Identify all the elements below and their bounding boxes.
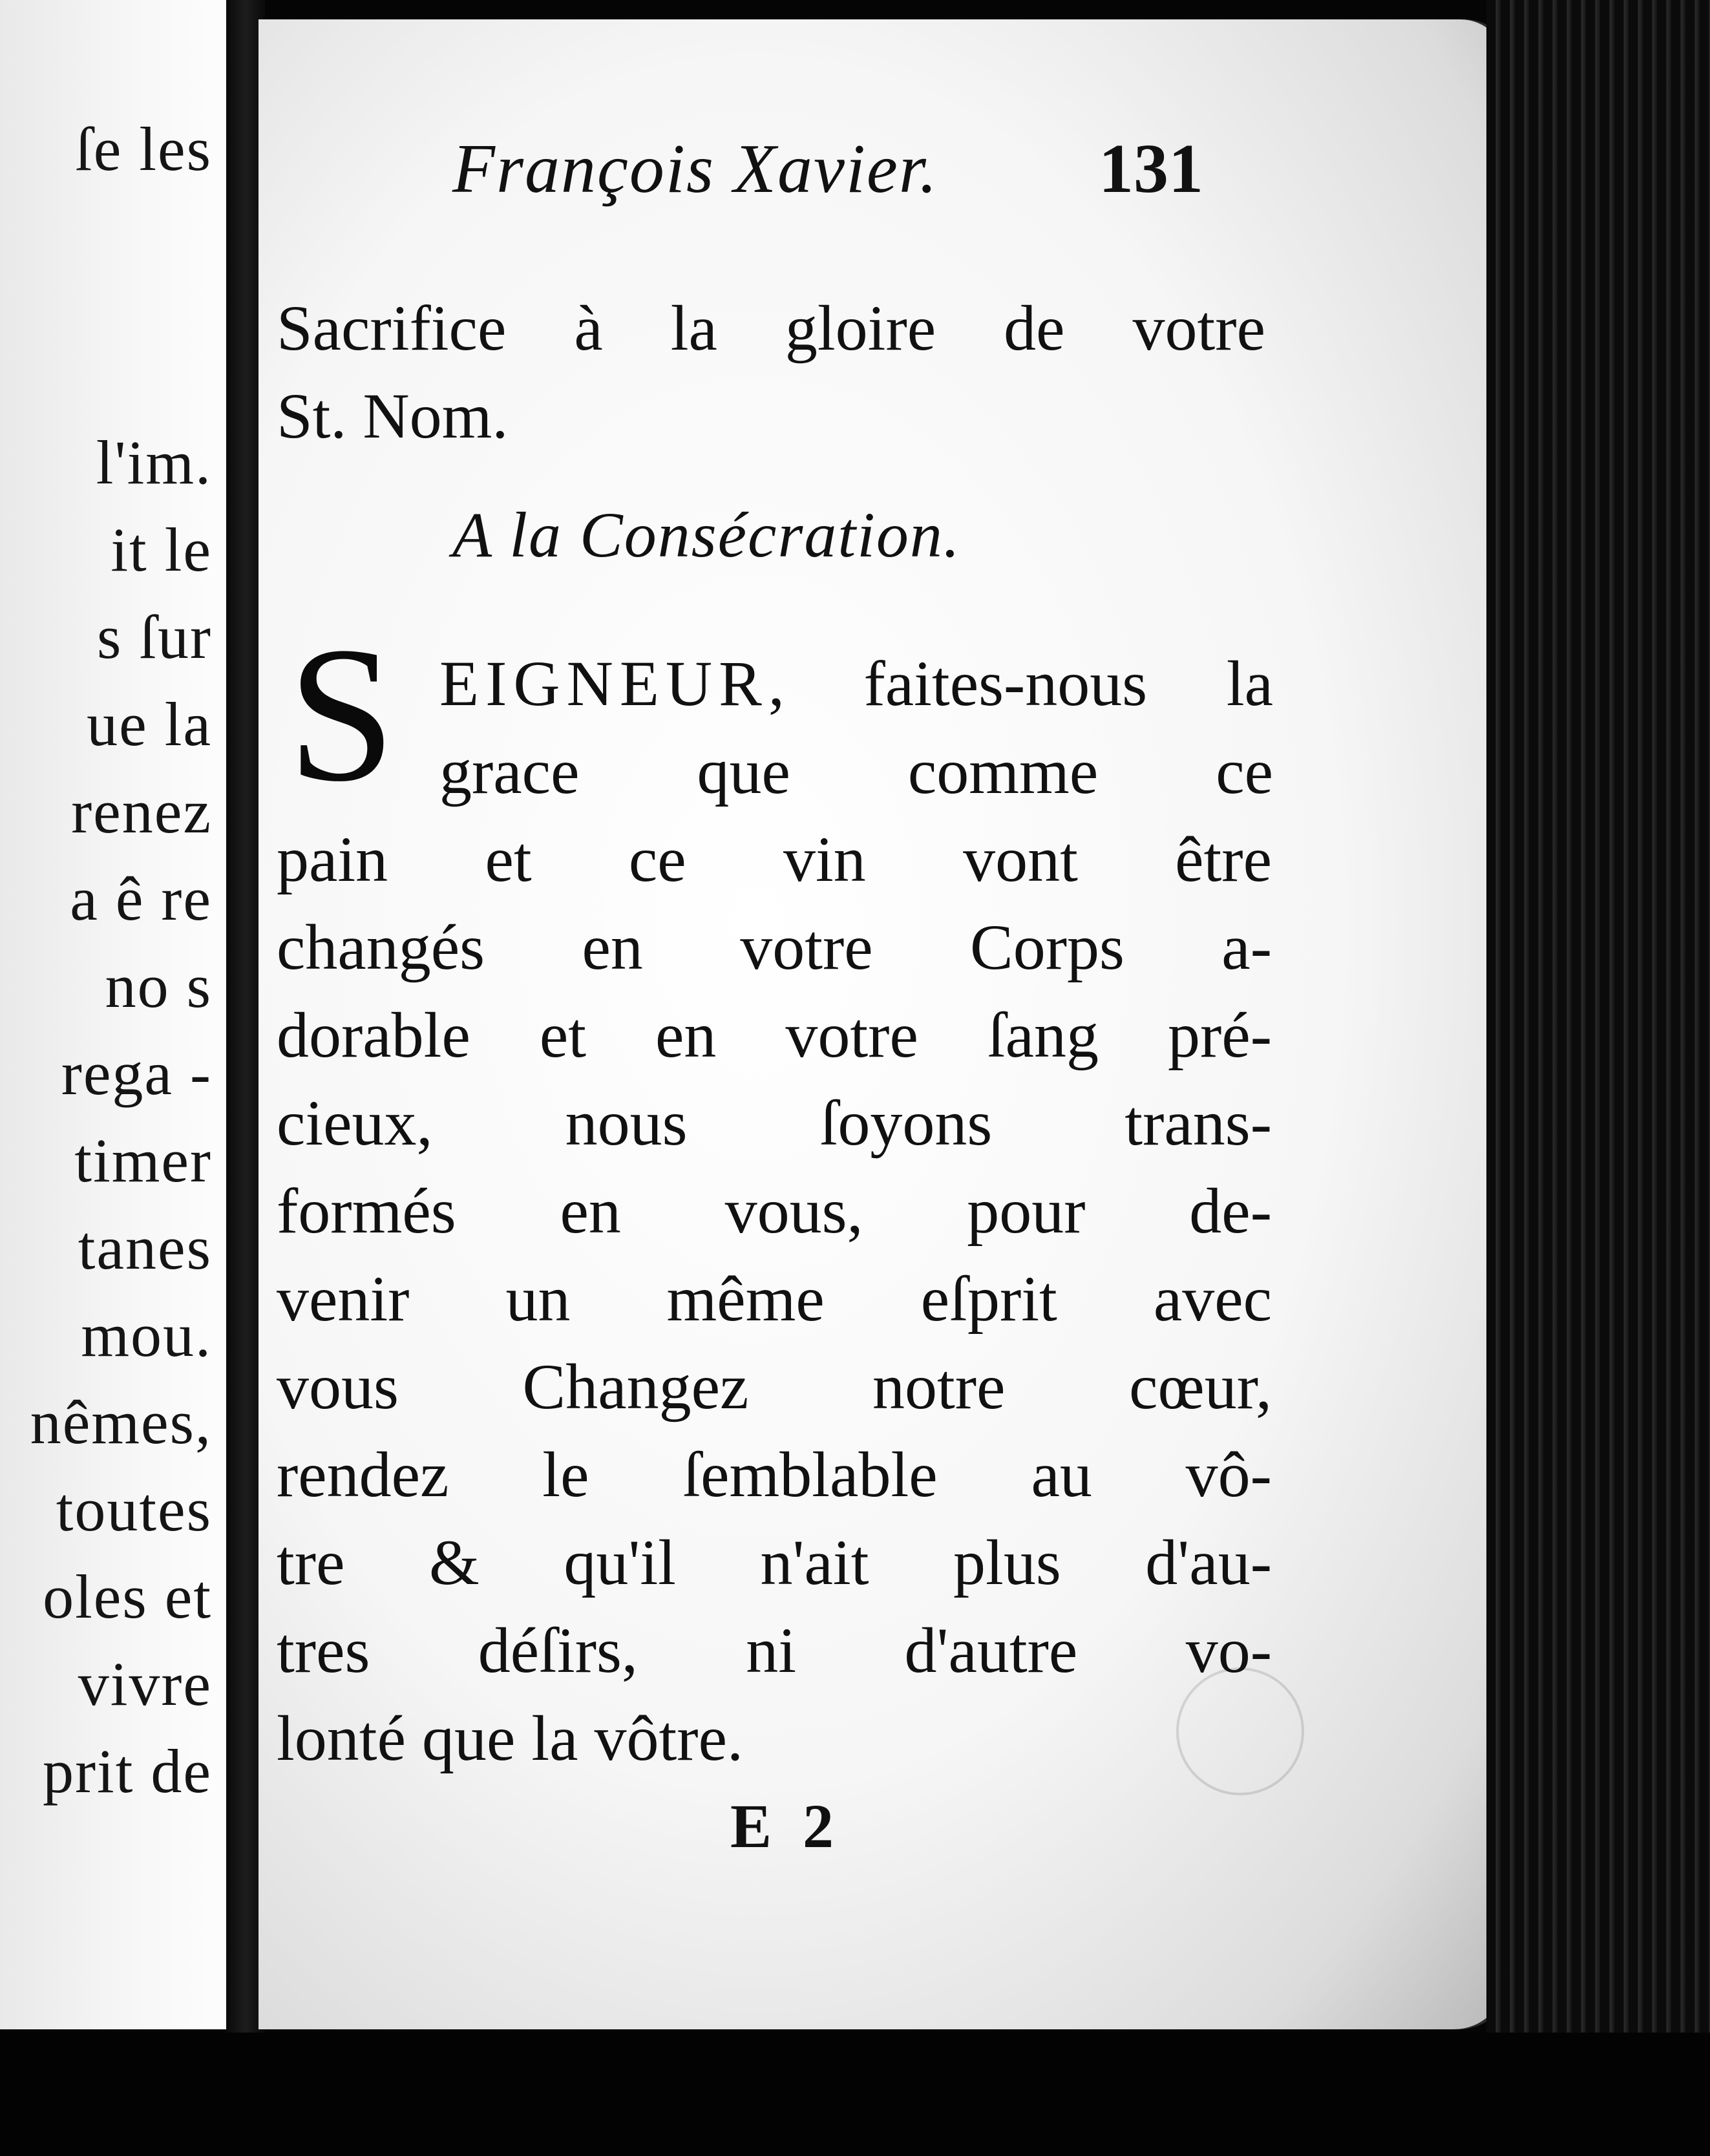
drop-cap: S [288,607,396,821]
opening-text [277,284,1265,460]
text-line: changés en votre Corps a- [277,911,1272,983]
facing-line: a ê re [70,864,212,933]
text-line: vous Changez notre cœur, [277,1351,1272,1422]
first-lines [439,640,1273,816]
facing-line: timer [74,1126,212,1195]
running-head: François Xavier. [452,131,938,207]
text-line: St. Nom. [277,380,509,452]
page-block-edges [1486,0,1710,2156]
facing-page-fragment [0,0,230,2029]
text-line: dorable et en votre ſang pré- [277,999,1272,1071]
text-line [439,640,1273,728]
facing-line: ſe les [75,114,212,184]
text-line: venir un même eſprit avec [277,1263,1272,1335]
first-word: EIGNEUR [439,648,768,719]
text-line: pain et ce vin vont être [277,823,1272,895]
facing-line: toutes [56,1475,212,1544]
facing-line: rega - [61,1039,212,1108]
facing-line: prit de [43,1737,212,1806]
facing-line: tanes [78,1213,212,1282]
facing-line: it le [111,515,212,584]
signature-mark: E 2 [730,1791,842,1861]
text-line: rendez le ſemblable au vô- [277,1439,1272,1510]
facing-line: l'im. [96,428,212,497]
facing-line: renez [71,777,212,846]
scan-bottom-edge [0,2033,1710,2156]
text-line: grace que comme ce [439,735,1273,807]
first-line-rest: , faites-nous la [768,648,1273,719]
facing-line: vivre [78,1649,212,1718]
text-line: cieux, nous ſoyons trans- [277,1087,1272,1159]
facing-line: nêmes, [30,1388,212,1457]
text-line: lonté que la vôtre. [277,1702,743,1774]
section-heading: A la Consécration. [452,499,961,571]
text-line: Sacrifice à la gloire de votre [277,292,1265,364]
facing-line: s ſur [97,602,212,671]
paragraph [277,816,1272,1782]
facing-line: no s [105,951,212,1020]
facing-line: ue la [87,690,212,759]
facing-line: oles et [43,1562,212,1631]
text-line: tre & qu'il n'ait plus d'au- [277,1527,1272,1598]
text-line: formés en vous, pour de- [277,1175,1272,1247]
page-number: 131 [1099,131,1203,207]
text-line: tres déſirs, ni d'autre vo- [277,1614,1272,1686]
facing-line: mou. [81,1300,212,1369]
